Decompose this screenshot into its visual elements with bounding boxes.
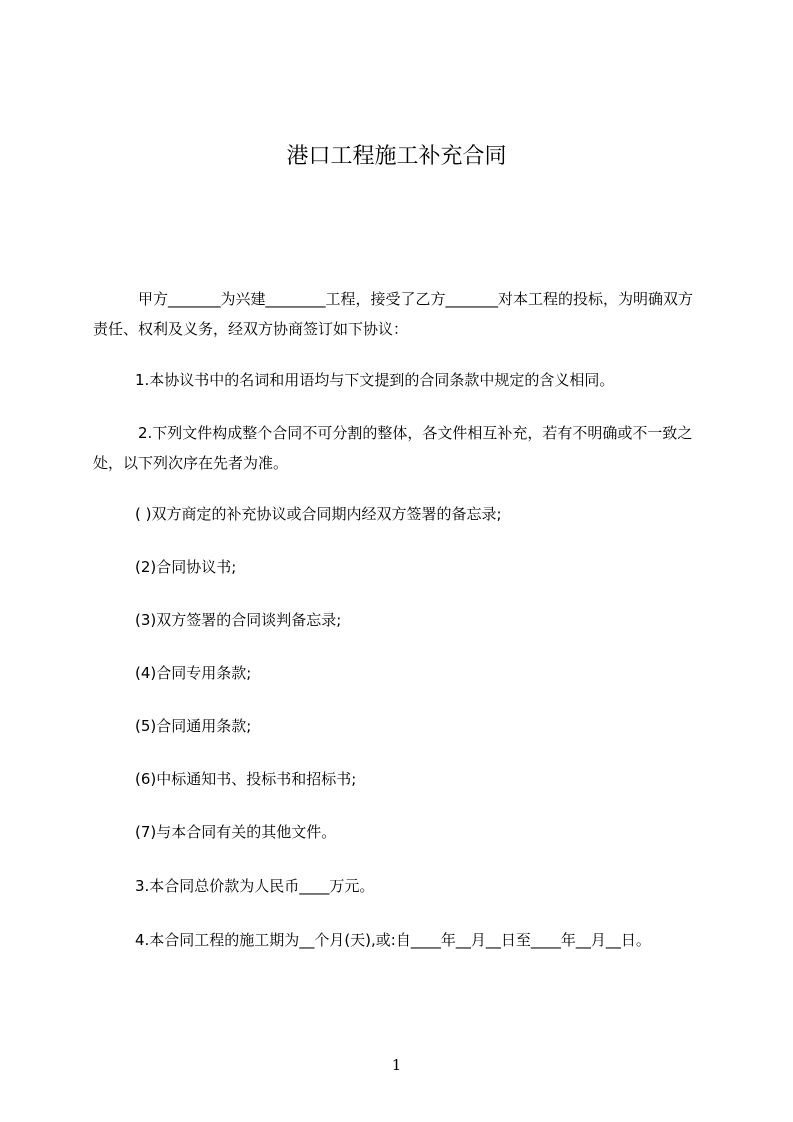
clause-4: 4.本合同工程的施工期为__个月(天),或:自____年__月__日至____年__月__日。: [135, 931, 651, 949]
clause-3: 3.本合同总价款为人民币____万元。: [135, 877, 375, 895]
list-item-1: ( )双方商定的补充协议或合同期内经双方签署的备忘录;: [135, 505, 502, 523]
page-number: 1: [391, 1056, 402, 1074]
list-item-6: (6)中标通知书、投标书和招标书;: [135, 770, 357, 788]
list-item-4: (4)合同专用条款;: [135, 664, 252, 682]
clause-2: 2.下列文件构成整个合同不可分割的整体，各文件相互补充，若有不明确或不一致之处，以下列次序在先者为准。: [93, 424, 693, 472]
list-item-3: (3)双方签署的合同谈判备忘录;: [135, 611, 342, 629]
clause-1: 1.本协议书中的名词和用语均与下文提到的合同条款中规定的含义相同。: [135, 371, 615, 389]
document-title: 港口工程施工补充合同: [286, 144, 507, 169]
list-item-7: (7)与本合同有关的其他文件。: [135, 823, 337, 841]
list-item-2: (2)合同协议书;: [135, 558, 237, 576]
intro-paragraph: 甲方_______为兴建________工程，接受了乙方_______对本工程的投标，为明确双方责任、权利及义务，经双方协商签订如下协议：: [93, 290, 694, 338]
list-item-5: (5)合同通用条款;: [135, 717, 252, 735]
